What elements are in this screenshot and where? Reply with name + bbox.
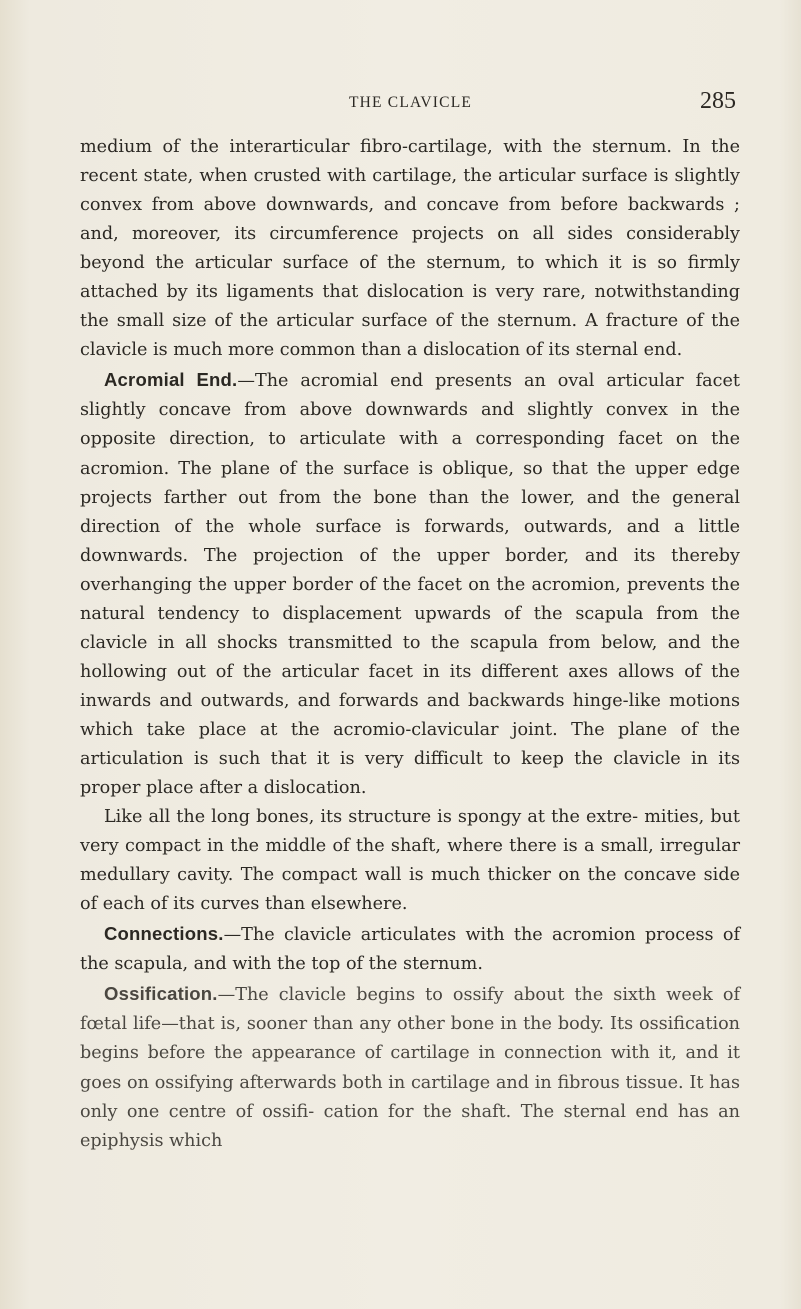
paragraph-structure (80, 803, 740, 919)
paragraph-text: Like all the long bones, its structure is spongy at the extre- mities, but very compact in the middle of the shaft, where there is a small, irregular medullary cavity. The compact wall is much thicker on the concave side of each of its curves than elsewhere. (80, 807, 740, 915)
paragraph-acromial-end (80, 365, 740, 803)
paragraph-ossification (80, 979, 740, 1155)
running-title: THE CLAVICLE (349, 94, 473, 111)
running-head (0, 88, 801, 118)
paragraph-text: —The clavicle articulates with the acromion process of the scapula, and with the top of the sternum. (80, 925, 740, 975)
section-heading-connections: Connections. (104, 923, 224, 945)
body-text (80, 133, 740, 1156)
section-heading-acromial-end: Acromial End. (104, 369, 238, 391)
paragraph-connections (80, 919, 740, 979)
paragraph-sternal-end-continued (80, 133, 740, 365)
paragraph-text: —The clavicle begins to ossify about the sixth week of fœtal life—that is, sooner than any other bone in the body. Its ossification begins before the appearance of cartilage in connection with it, and it goes on ossifying afterwards both in cartilage and in fibrous tissue. It has only one centre of ossifi- cation for the shaft. The sternal end has an epiphysis which (80, 985, 740, 1151)
section-heading-ossification: Ossification. (104, 983, 218, 1005)
page-number: 285 (700, 88, 736, 114)
paragraph-text: medium of the interarticular fibro-cartilage, with the sternum. In the recent state, when crusted with cartilage, the articular surface is slightly convex from above downwards, and concave from before backwards ; and, moreover, its circumference projects on all sides considerably beyond the articular surface of the sternum, to which it is so firmly attached by its ligaments that dislocation is very rare, notwithstanding the small size of the articular surface of the sternum. A fracture of the clavicle is much more common than a dislocation of its sternal end. (80, 137, 740, 361)
paragraph-text: —The acromial end presents an oval articular facet slightly concave from above downwards and slightly convex in the opposite direction, to articulate with a corresponding facet on the acromion. The plane of the surface is oblique, so that the upper edge projects farther out from the bone than the lower, and the general direction of the whole surface is forwards, outwards, and a little downwards. The projection of the upper border, and its thereby overhanging the upper border of the facet on the acromion, prevents the natural tendency to displacement upwards of the scapula from the clavicle in all shocks transmitted to the scapula from below, and the hollowing out of the articular facet in its different axes allows of the inwards and outwards, and forwards and backwards hinge-like motions which take place at the acromio-clavicular joint. The plane of the articulation is such that it is very difficult to keep the clavicle in its proper place after a dislocation. (80, 371, 740, 799)
